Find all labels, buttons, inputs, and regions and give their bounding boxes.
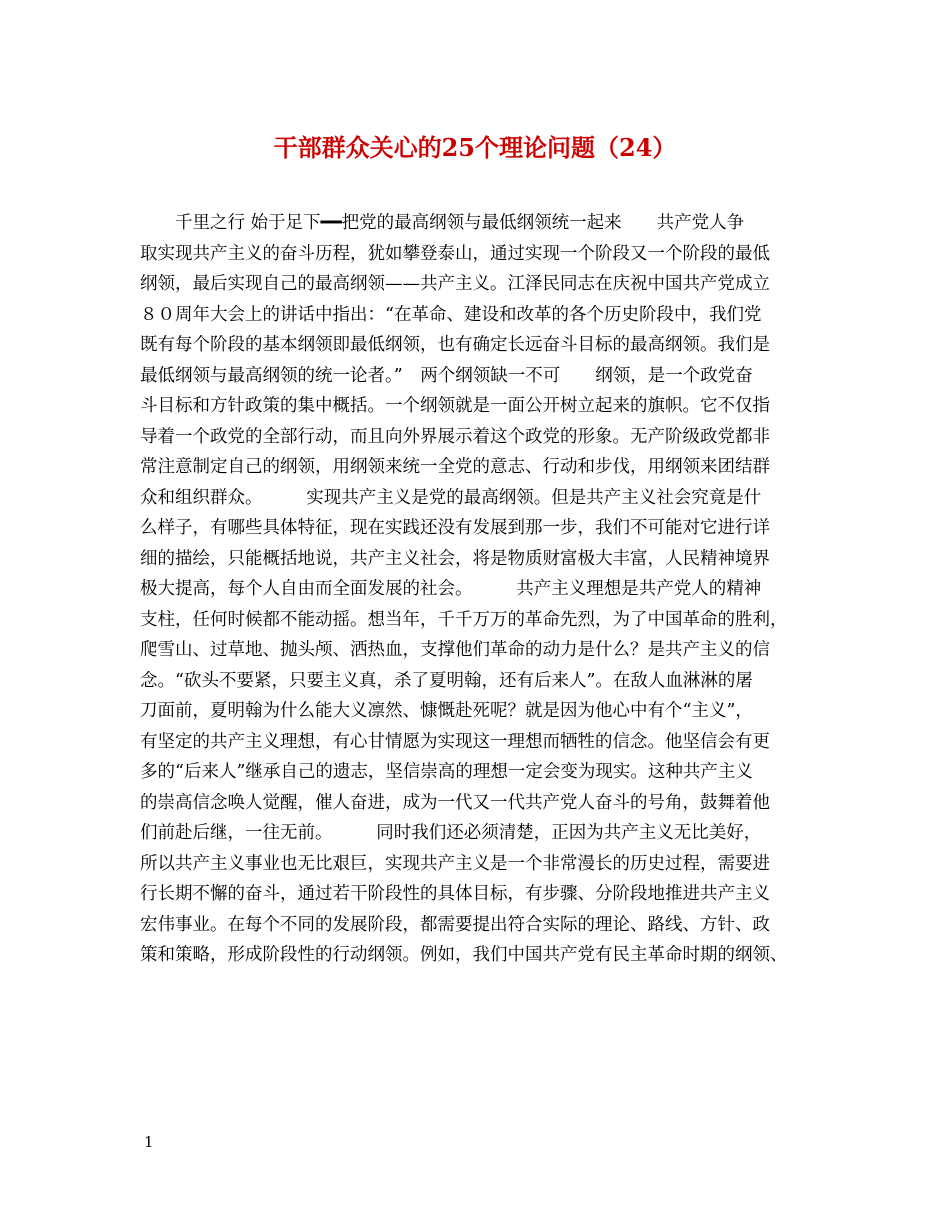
body-line-12: 细的描绘，只能概括地说，共产主义社会，将是物质财富极大丰富，人民精神境界 bbox=[140, 548, 770, 569]
body-line-6: 最低纲领与最高纲领的统一论者。” 两个纲领缺一不可 纲领，是一个政党奋 bbox=[140, 365, 753, 386]
document-body bbox=[140, 208, 830, 971]
body-line-19: 多的“后来人”继承自己的遗志，坚信崇高的理想一定会变为现实。这种共产主义 bbox=[140, 762, 753, 782]
body-line-23: 行长期不懈的奋斗，通过若干阶段性的具体目标，有步骤、分阶段地推进共产主义 bbox=[140, 884, 770, 904]
body-line-18: 有坚定的共产主义理想，有心甘情愿为实现这一理想而牺牲的信念。他坚信会有更 bbox=[140, 731, 770, 752]
body-line-2: 取实现共产主义的奋斗历程，犹如攀登泰山，通过实现一个阶段又一个阶段的最低 bbox=[140, 243, 770, 264]
body-line-16: 念。“砍头不要紧，只要主义真，杀了夏明翰，还有后来人”。在敌人血淋淋的屠 bbox=[140, 670, 753, 691]
body-line-10: 众和组织群众。 实现共产主义是党的最高纲领。但是共产主义社会究竟是什 bbox=[140, 487, 762, 508]
body-line-25: 策和策略，形成阶段性的行动纲领。例如，我们中国共产党有民主革命时期的纲领、 bbox=[140, 945, 788, 965]
body-line-14: 支柱，任何时候都不能动摇。想当年，千千万万的革命先烈，为了中国革命的胜利， bbox=[140, 609, 788, 630]
body-line-1: 千里之行 始于足下━━把党的最高纲领与最低纲领统一起来 共产党人争 bbox=[140, 213, 745, 233]
body-line-15: 爬雪山、过草地、抛头颅、洒热血，支撑他们革命的动力是什么？是共产主义的信 bbox=[140, 640, 770, 660]
body-line-17: 刀面前，夏明翰为什么能大义凛然、慷慨赴死呢？就是因为他心中有个“主义”， bbox=[140, 701, 753, 721]
body-line-3: 纲领，最后实现自己的最高纲领——共产主义。江泽民同志在庆祝中国共产党成立 bbox=[140, 274, 770, 294]
body-line-24: 宏伟事业。在每个不同的发展阶段，都需要提出符合实际的理论、路线、方针、政 bbox=[140, 914, 770, 935]
body-line-5: 既有每个阶段的基本纲领即最低纲领，也有确定长远奋斗目标的最高纲领。我们是 bbox=[140, 335, 770, 355]
document-title: 干部群众关心的25个理论问题（24） bbox=[273, 133, 677, 162]
body-line-22: 所以共产主义事业也无比艰巨，实现共产主义是一个非常漫长的历史过程，需要进 bbox=[140, 853, 770, 874]
body-line-8: 导着一个政党的全部行动，而且向外界展示着这个政党的形象。无产阶级政党都非 bbox=[140, 426, 770, 447]
body-line-7: 斗目标和方针政策的集中概括。一个纲领就是一面公开树立起来的旗帜。它不仅指 bbox=[140, 396, 770, 416]
body-line-11: 么样子，有哪些具体特征，现在实践还没有发展到那一步，我们不可能对它进行详 bbox=[140, 518, 770, 538]
body-line-9: 常注意制定自己的纲领，用纲领来统一全党的意志、行动和步伐，用纲领来团结群 bbox=[140, 457, 770, 477]
body-line-20: 的崇高信念唤人觉醒，催人奋进，成为一代又一代共产党人奋斗的号角，鼓舞着他 bbox=[140, 792, 770, 813]
body-line-21: 们前赴后继，一往无前。 同时我们还必须清楚，正因为共产主义无比美好， bbox=[140, 823, 762, 843]
page-number: 1 bbox=[144, 1133, 154, 1151]
body-line-13: 极大提高，每个人自由而全面发展的社会。 共产主义理想是共产党人的精神 bbox=[140, 579, 762, 599]
body-line-4: ８０周年大会上的讲话中指出：“在革命、建设和改革的各个历史阶段中，我们党 bbox=[140, 304, 762, 325]
